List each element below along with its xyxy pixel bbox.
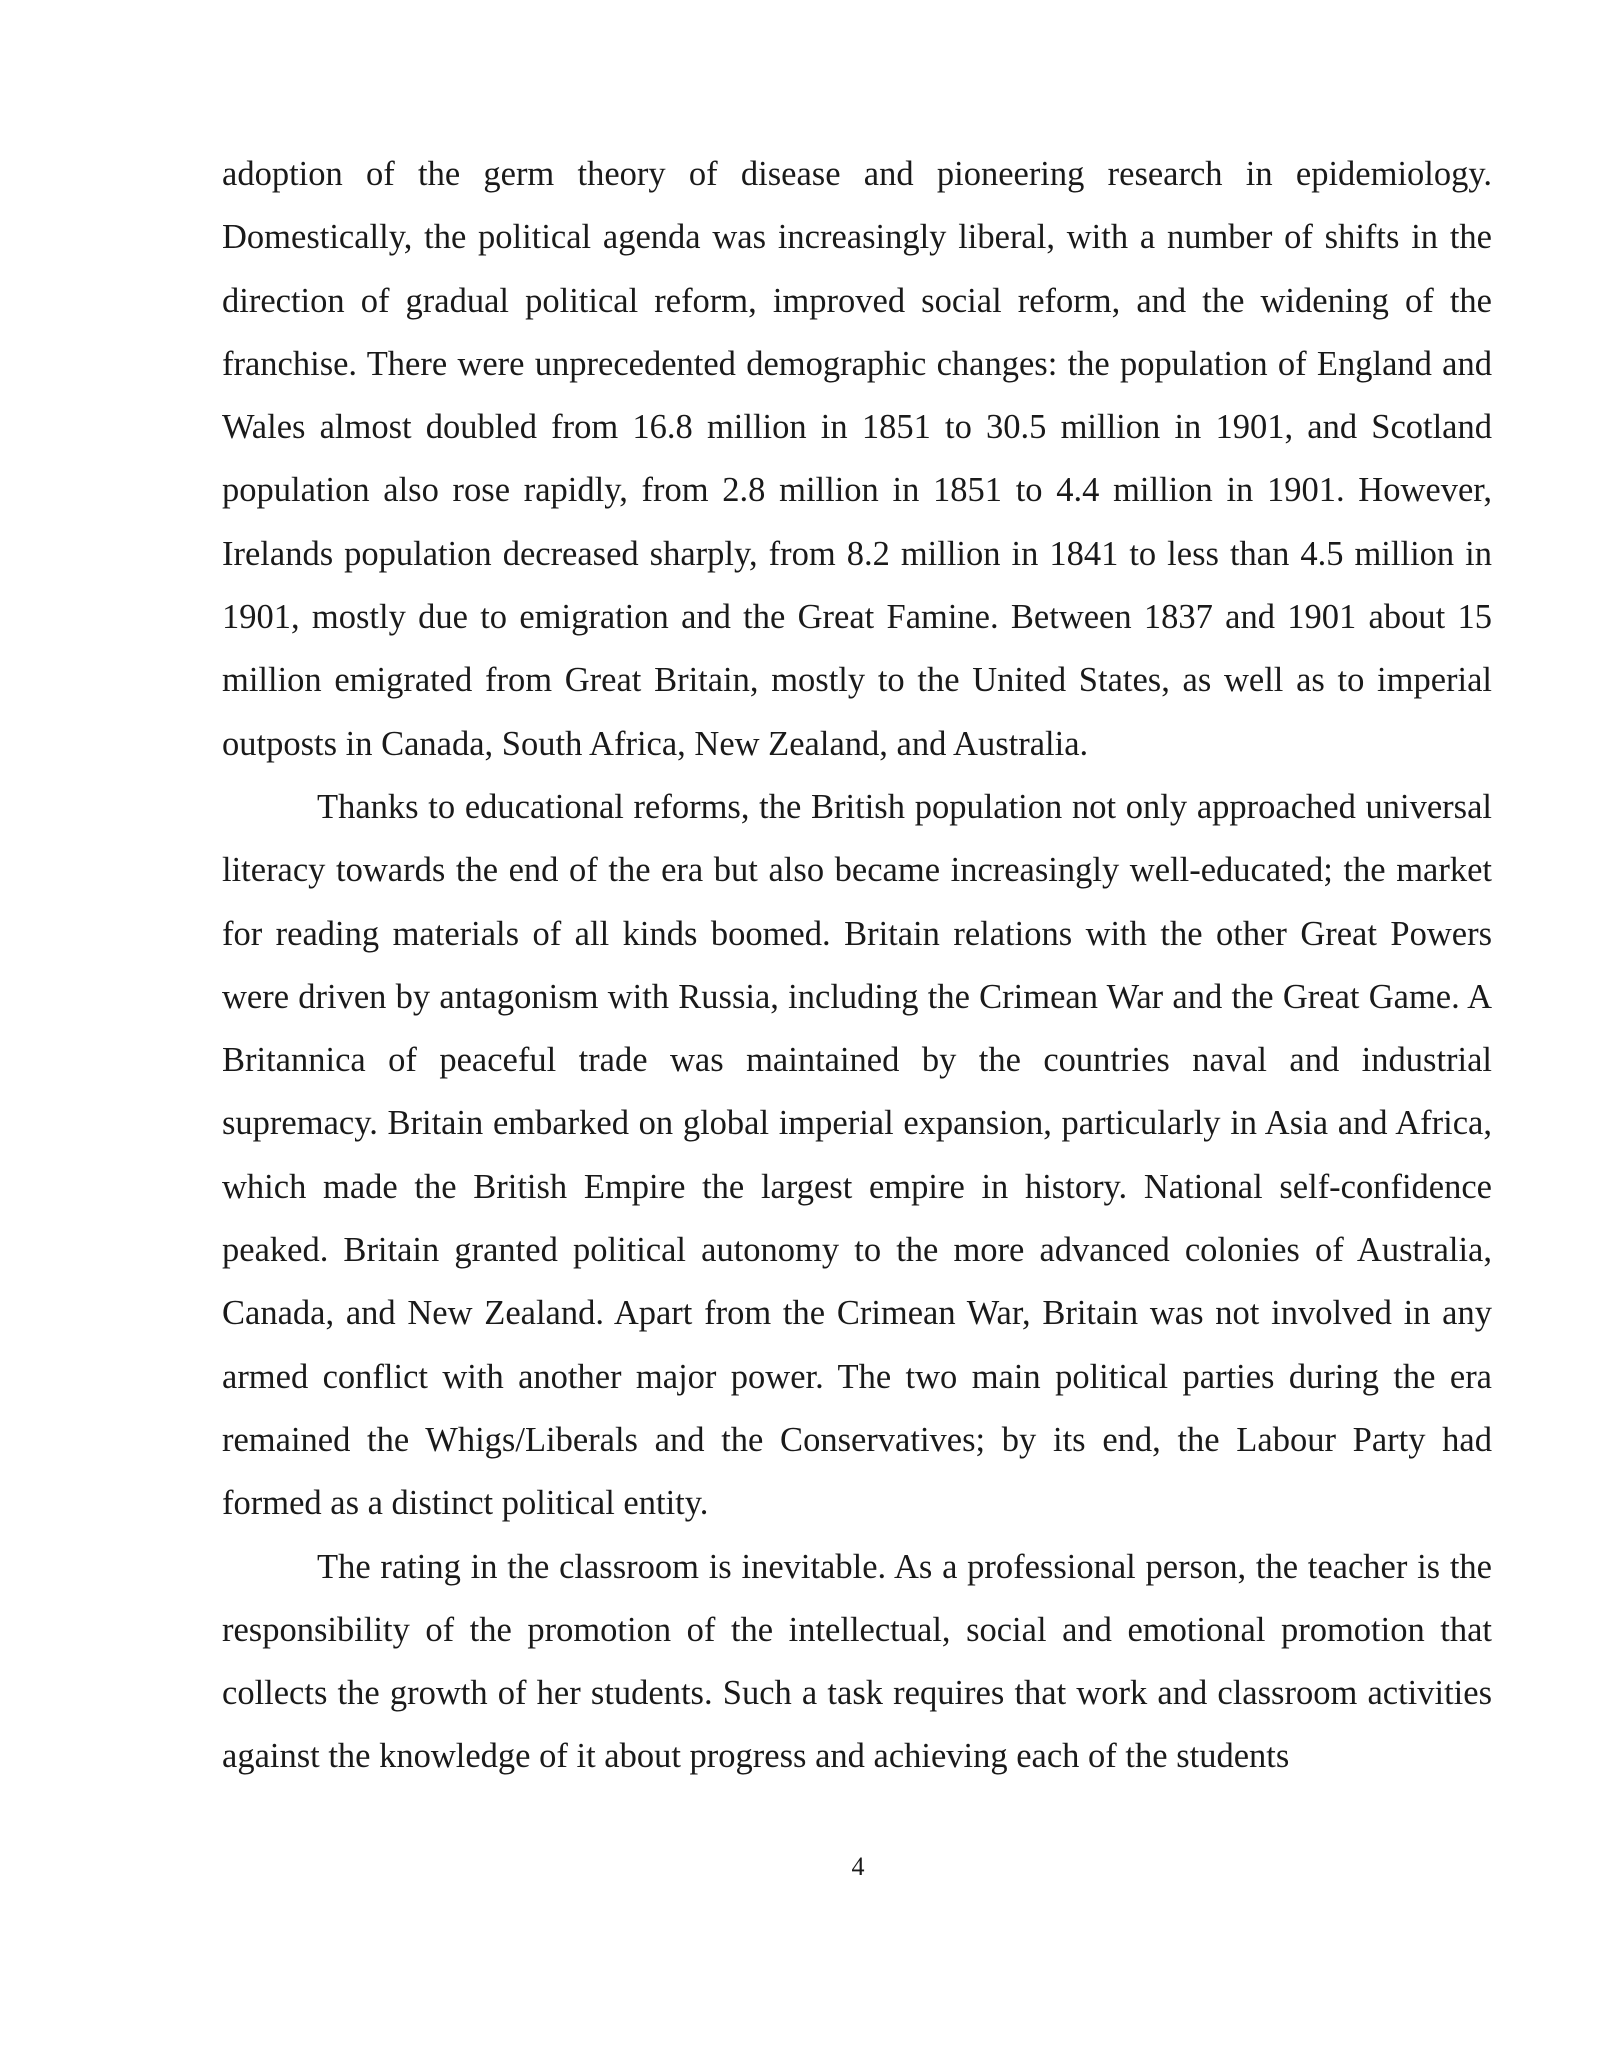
page-number: 4 [851, 1852, 865, 1881]
paragraph-classroom-rating: The rating in the classroom is inevitable. As a professional person, the teacher is the responsibility of the promotion of the intellectual, social and emotional promotion that collects the growth of her students. Such a task requires that work and classroom activities against the knowledge of it about progress and achieving each of the students [222, 1547, 1492, 1776]
paragraph-continuation: adoption of the germ theory of disease and pioneering research in epidemiology. Domestically, the political agenda was increasingly liberal, with a number of shifts in the direction of gradual political reform, improved social reform, and the widening of the franchise. There were unprecedented demographic changes: the population of England and Wales almost doubled from 16.8 million in 1851 to 30.5 million in 1901, and Scotland population also rose rapidly, from 2.8 million in 1851 to 4.4 million in 1901. However, Irelands population decreased sharply, from 8.2 million in 1841 to less than 4.5 million in 1901, mostly due to emigration and the Great Famine. Between 1837 and 1901 about 15 million emigrated from Great Britain, mostly to the United States, as well as to imperial outposts in Canada, South Africa, New Zealand, and Australia. [222, 155, 1492, 763]
paragraph-educational-reforms: Thanks to educational reforms, the British population not only approached universal literacy towards the end of the era but also became increasingly well-educated; the market for reading materials of all kinds boomed. Britain relations with the other Great Powers were driven by antagonism with Russia, including the Crimean War and the Great Game. A Britannica of peaceful trade was maintained by the countries naval and industrial supremacy. Britain embarked on global imperial expansion, particularly in Asia and Africa, which made the British Empire the largest empire in history. National self-confidence peaked. Britain granted political autonomy to the more advanced colonies of Australia, Canada, and New Zealand. Apart from the Crimean War, Britain was not involved in any armed conflict with another major power. The two main political parties during the era remained the Whigs/Liberals and the Conservatives; by its end, the Labour Party had formed as a distinct political entity. [222, 787, 1492, 1523]
body-text [222, 143, 1492, 1789]
